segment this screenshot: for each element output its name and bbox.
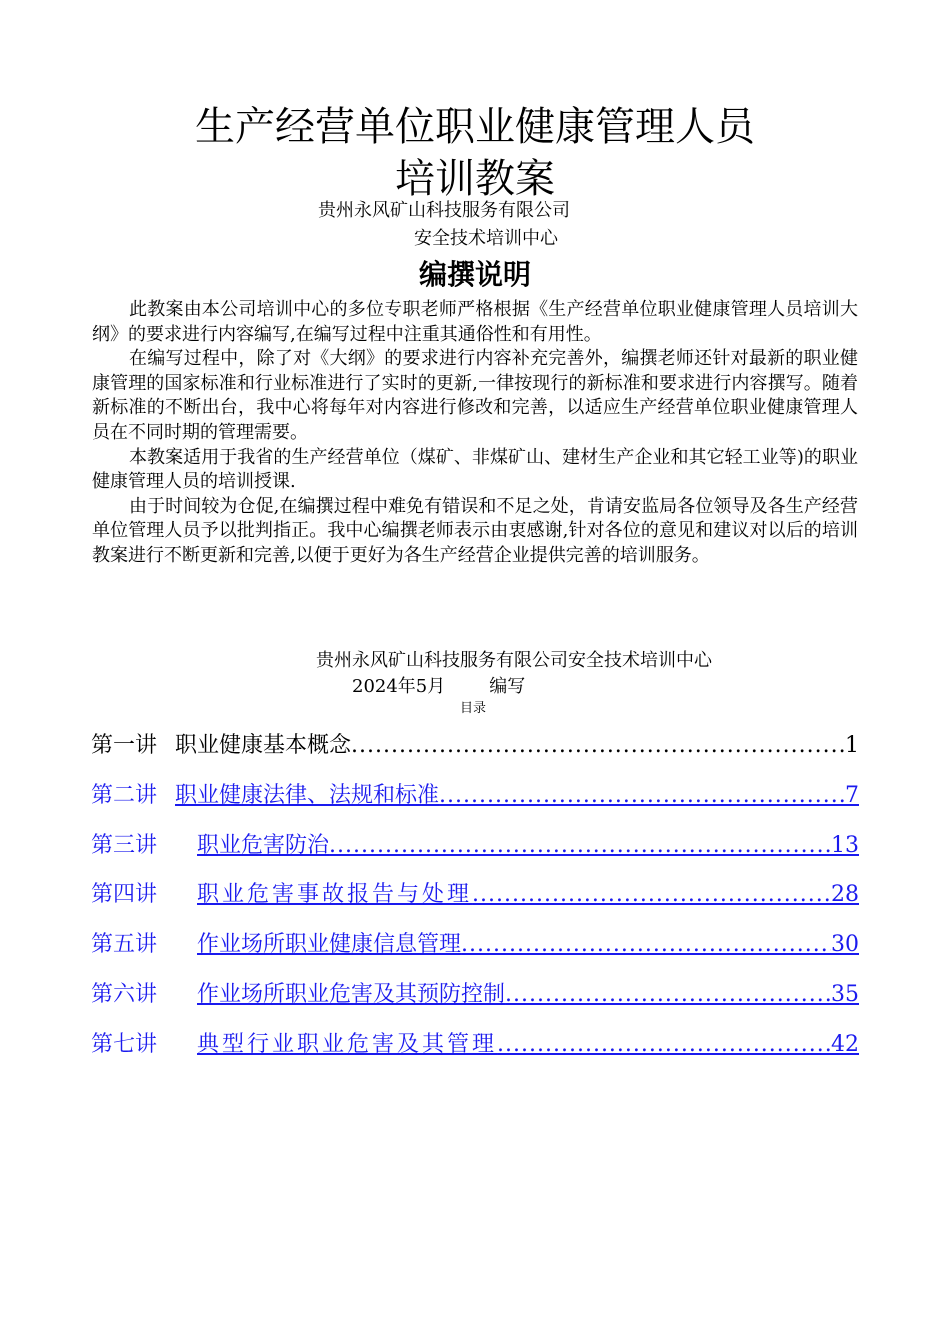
toc-entry-label[interactable]: 作业场所职业健康信息管理 [197, 932, 462, 958]
table-of-contents [91, 731, 859, 1080]
toc-entry-page[interactable]: 13 [831, 832, 859, 858]
toc-title: 目录 [460, 701, 487, 716]
toc-dot-leader[interactable] [505, 980, 831, 1010]
toc-entry [91, 731, 859, 781]
toc-entry-number[interactable]: 第三讲 [91, 832, 158, 858]
toc-entry-number[interactable]: 第六讲 [91, 981, 158, 1007]
toc-entry-label[interactable]: 职业危害事故报告与处理 [197, 882, 473, 908]
toc-entry-link[interactable] [91, 781, 859, 831]
toc-entry-link[interactable] [91, 880, 859, 930]
toc-entry-link[interactable] [91, 1030, 859, 1080]
toc-dot-leader [351, 731, 845, 761]
preface-paragraph: 此教案由本公司培训中心的多位专职老师严格根据《生产经营单位职业健康管理人员培训大纲》的要求进行内容编写,在编写过程中注重其通俗性和有用性。 [92, 299, 858, 345]
preface-paragraph: 在编写过程中，除了对《大纲》的要求进行内容补充完善外，编撰老师还针对最新的职业健康管理的国家标准和行业标准进行了实时的更新,一律按现行的新标准和要求进行内容撰写。随着新标准的不断出台，我中心将每年对内容进行修改和完善，以适应生产经营单位职业健康管理人员在不同时期的管理需要。 [92, 348, 858, 443]
signature-organization: 贵州永风矿山科技服务有限公司安全技术培训中心 [316, 650, 712, 671]
preface-body [92, 298, 858, 569]
preface-heading: 编撰说明 [418, 258, 531, 291]
toc-dot-leader[interactable] [439, 781, 845, 811]
toc-entry-number: 第一讲 [91, 733, 158, 758]
toc-entry-page[interactable]: 35 [831, 981, 859, 1007]
toc-entry-page[interactable]: 42 [831, 1031, 859, 1057]
preface-paragraph: 由于时间较为仓促,在编撰过程中难免有错误和不足之处，肯请安监局各位领导及各生产经营单位管理人员予以批判指正。我中心编撰老师表示由衷感谢,针对各位的意见和建议对以后的培训教案进行不断更新和完善,以便于更好为各生产经营企业提供完善的培训服务。 [92, 495, 858, 566]
toc-entry-page[interactable]: 28 [831, 882, 859, 908]
toc-entry-link[interactable] [91, 930, 859, 980]
toc-entry-number[interactable]: 第二讲 [91, 782, 158, 808]
signature-date-line [352, 674, 525, 700]
signature-date: 2024年5月 [352, 676, 446, 697]
document-title-line1: 生产经营单位职业健康管理人员 [195, 104, 755, 150]
toc-entry-label: 职业健康基本概念 [175, 733, 352, 758]
preface-paragraph: 本教案适用于我省的生产经营单位（煤矿、非煤矿山、建材生产企业和其它轻工业等)的职业健康管理人员的培训授课. [92, 446, 858, 493]
organization-department: 安全技术培训中心 [414, 228, 558, 249]
toc-entry-label[interactable]: 职业危害防治 [197, 832, 330, 858]
toc-entry-number[interactable]: 第七讲 [91, 1031, 158, 1057]
toc-entry-label[interactable]: 职业健康法律、法规和标准 [175, 782, 440, 808]
toc-dot-leader[interactable] [472, 880, 831, 910]
toc-entry-number[interactable]: 第五讲 [91, 932, 158, 958]
toc-entry-link[interactable] [91, 980, 859, 1030]
document-title-line2: 培训教案 [395, 156, 555, 202]
toc-dot-leader[interactable] [497, 1030, 831, 1060]
toc-dot-leader[interactable] [329, 831, 831, 861]
toc-entry-page: 1 [845, 733, 859, 758]
toc-entry-page[interactable]: 7 [845, 782, 859, 808]
signature-action: 编写 [489, 676, 526, 697]
toc-entry-number[interactable]: 第四讲 [91, 882, 158, 908]
toc-entry-label[interactable]: 典型行业职业危害及其管理 [197, 1031, 498, 1057]
toc-entry-link[interactable] [91, 831, 859, 881]
toc-dot-leader[interactable] [461, 930, 831, 960]
organization-name: 贵州永风矿山科技服务有限公司 [318, 200, 570, 221]
toc-entry-label[interactable]: 作业场所职业危害及其预防控制 [197, 981, 506, 1007]
toc-entry-page[interactable]: 30 [831, 932, 859, 958]
